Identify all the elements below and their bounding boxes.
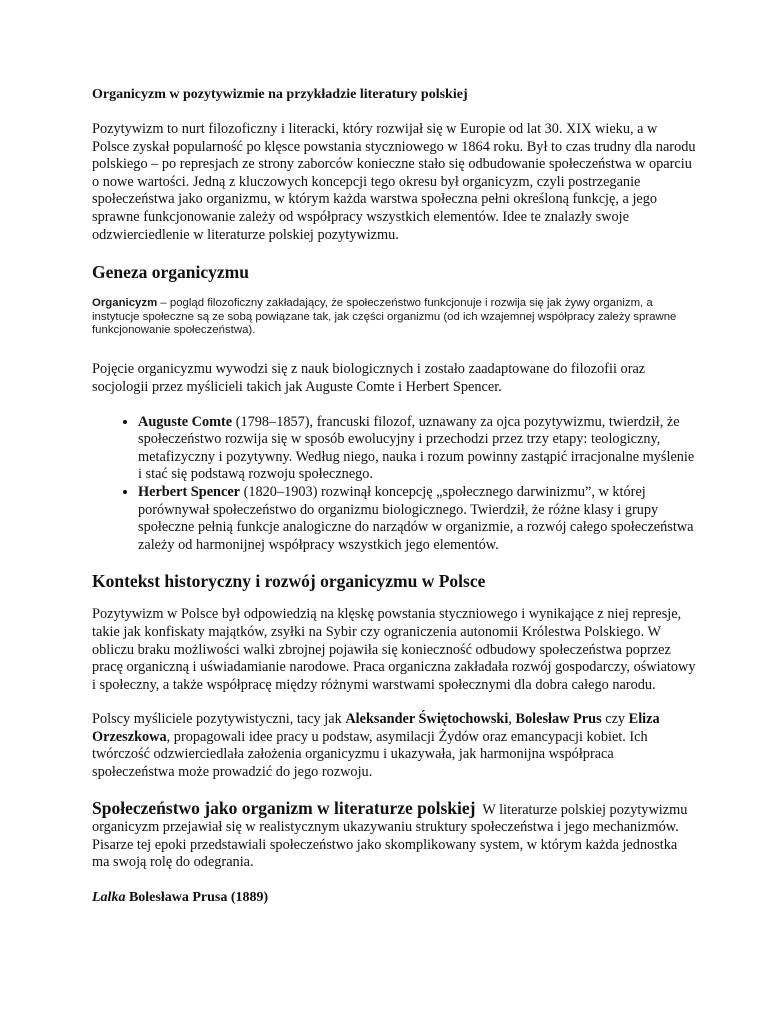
section-heading-geneza: Geneza organicyzmu <box>92 262 249 283</box>
section-heading-kontekst: Kontekst historyczny i rozwój organicyzmu w Polsce <box>92 571 486 592</box>
text-run: czy <box>601 711 629 728</box>
definition-term: Organicyzm <box>92 297 158 310</box>
author-name: Aleksander Świętochowski <box>345 711 509 728</box>
text-run: , propagowali idee pracy u podstaw, asymilacji Żydów oraz emancypacji kobiet. Ich twórczość odzwierciedlała założenia organicyzmu i ukazywała, jak harmonijna współpraca społeczeństwa może prowadzić do jego rozwoju. <box>92 728 648 781</box>
list-item <box>138 414 696 484</box>
definition-paragraph <box>92 297 696 337</box>
intro-paragraph: Pozytywizm to nurt filozoficzny i literacki, który rozwijał się w Europie od lat 30. XIX wieku, a w Polsce zyskał popularność po klęsce powstania styczniowego w 1864 roku. Był to czas trudny dla narodu polskiego – po represjach ze strony zaborców konieczne stało się odbudowanie społeczeństwa w oparciu o nowe wartości. Jedną z kluczowych koncepcji tego okresu był organicyzm, czyli postrzeganie społeczeństwa jako organizmu, w którym każda warstwa społeczna pełni określoną funkcję, a jego sprawne funkcjonowanie zależy od współpracy wszystkich elementów. Idee te znalazły swoje odzwierciedlenie w literaturze polskiej pozytywizmu. <box>92 121 696 243</box>
thinker-text: (1820–1903) rozwinął koncepcję „społecznego darwinizmu”, w której porównywał społeczeństwo do organizmu biologicznego. Twierdził, że różne klasy i grupy społeczne pełnią funkcje analogiczne do narządów w organizmie, a rozwój całego społeczeństwa zależy od harmonijnej współpracy wszystkich jego elementów. <box>138 483 694 553</box>
subheading-lalka <box>92 889 696 907</box>
definition-text: – pogląd filozoficzny zakładający, że społeczeństwo funkcjonuje i rozwija się jak żywy organizm, a instytucje społeczne są ze sobą powiązane tak, jak części organizmu (od ich wzajemnej współpracy zależy sprawne funkcjonowanie społeczeństwa). <box>92 297 677 336</box>
book-title: Lalka <box>92 890 126 906</box>
section-heading-spoleczenstwo: Społeczeństwo jako organizm w literaturze polskiej <box>92 797 476 818</box>
list-item <box>138 484 696 554</box>
literature-text: W literaturze polskiej pozytywizmu organicyzm przejawiał się w realistycznym ukazywaniu struktury społeczeństwa i jego mechanizmów. Pisarze tej epoki przedstawiali społeczeństwo jako skomplikowany system, w którym każda jednostka ma swoją rolę do odegrania. <box>92 801 691 871</box>
thinkers-paragraph <box>92 711 696 781</box>
thinker-name: Herbert Spencer <box>138 483 241 500</box>
author-name: Eliza Orzeszkowa <box>92 711 660 745</box>
document-title: Organicyzm w pozytywizmie na przykładzie literatury polskiej <box>92 87 468 102</box>
literature-paragraph <box>92 799 696 872</box>
text-run: , <box>508 711 516 728</box>
thinkers-list <box>92 414 696 555</box>
thinker-name: Auguste Comte <box>138 413 233 430</box>
author-name: Bolesław Prus <box>515 711 602 728</box>
subheading-rest: Bolesława Prusa (1889) <box>125 890 269 906</box>
text-run: Polscy myśliciele pozytywistyczni, tacy jak <box>92 711 346 728</box>
origin-paragraph: Pojęcie organicyzmu wywodzi się z nauk biologicznych i zostało zaadaptowane do filozofii oraz socjologii przez myślicieli takich jak Auguste Comte i Herbert Spencer. <box>92 361 646 395</box>
thinker-text: (1798–1857), francuski filozof, uznawany za ojca pozytywizmu, twierdził, że społeczeństwo rozwija się w sposób ewolucyjny i przechodzi przez trzy etapy: teologiczny, metafizyczny i pozytywny. Według niego, nauka i rozum powinny zastąpić irracjonalne myślenie i stać się podstawą rozwoju społecznego. <box>138 413 695 483</box>
context-paragraph: Pozytywizm w Polsce był odpowiedzią na klęskę powstania styczniowego i wynikające z niej represje, takie jak konfiskaty majątków, zsyłki na Sybir czy ograniczenia autonomii Królestwa Polskiego. W obliczu braku możliwości walki zbrojnej pojawiła się konieczność odbudowy społeczeństwa poprzez pracę organiczną i uświadamianie narodowe. Praca organiczna zakładała rozwój gospodarczy, oświatowy i społeczny, a także współpracę między różnymi warstwami społecznymi dla dobra całego narodu. <box>92 606 696 693</box>
